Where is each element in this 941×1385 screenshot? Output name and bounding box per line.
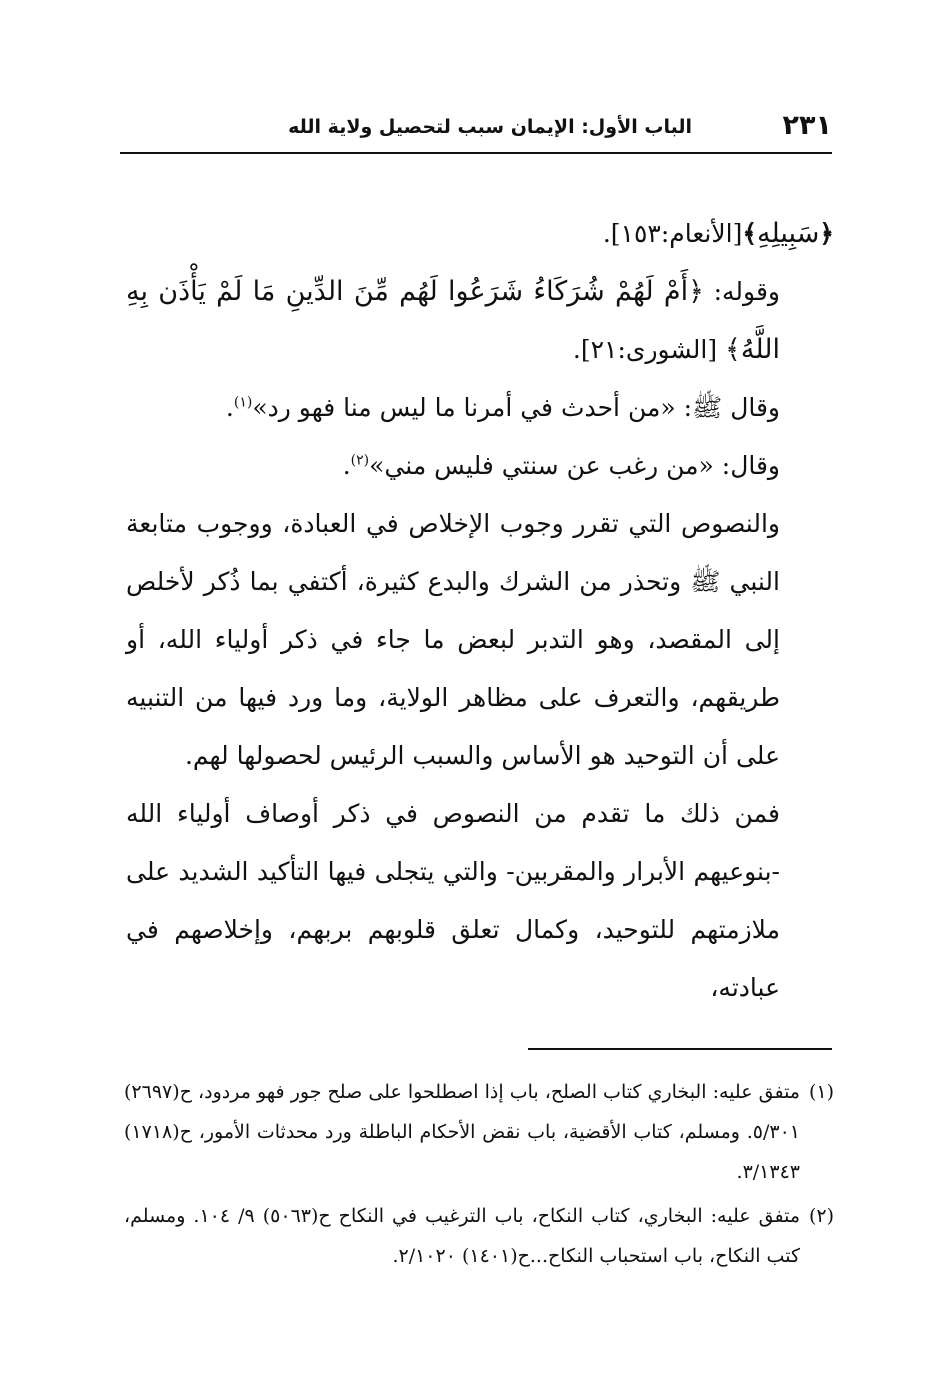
footnote-1 <box>124 1072 834 1192</box>
header-divider <box>120 152 832 154</box>
footnote-divider <box>528 1048 832 1050</box>
page-number: ٢٣١ <box>782 110 832 141</box>
footnotes <box>124 1072 834 1280</box>
footnote-text: متفق عليه: البخاري كتاب الصلح، باب إذا اصطلحوا على صلح جور فهو مردود، ح(٢٦٩٧) ٥/٣٠١. ومسلم، كتاب الأقضية، باب نقض الأحكام الباطلة ورد محدثات الأمور، ح(١٧١٨) ٣/١٣٤٣. <box>124 1081 800 1183</box>
quran-verse-end: سَبِيلِهِ <box>757 218 820 249</box>
verse-continuation: ﴿سَبِيلِهِ﴾[الأنعام:١٥٣]. <box>602 218 834 249</box>
paragraph-hadith-2: وقال: «من رغب عن سنتي فليس مني»$^{(٢)}$. <box>342 451 780 480</box>
quran-verse: ﴿أَمْ لَهُمْ شُرَكَاءُ شَرَعُوا لَهُم مِّنَ الدِّينِ مَا لَمْ يَأْذَن بِهِ اللَّهُ﴾ <box>126 276 780 365</box>
footnote-2 <box>124 1196 834 1276</box>
hadith-text: وقال: «من رغب عن سنتي فليس مني» <box>369 451 780 480</box>
surah-reference: [الشورى:٢١]. <box>572 335 718 364</box>
running-header <box>120 108 832 148</box>
paragraph-texts: والنصوص التي تقرر وجوب الإخلاص في العبادة، ووجوب متابعة النبي ﷺ وتحذر من الشرك والبدع كثيرة، أكتفي بما ذُكر لأخلص إلى المقصد، وهو التدبر لبعض ما جاء في ذكر أولياء الله، أو طريقهم، والتعرف على مظاهر الولاية، وما ورد فيها من التنبيه على أن التوحيد هو الأساس والسبب الرئيس لحصولها لهم. <box>126 509 780 770</box>
hadith-text: وقال ﷺ: «من أحدث في أمرنا ما ليس منا فهو رد» <box>252 393 780 422</box>
quote-intro: وقوله: <box>713 277 780 306</box>
footnote-text: متفق عليه: البخاري، كتاب النكاح، باب الترغيب في النكاح ح(٥٠٦٣) ٩/ ١٠٤. ومسلم، كتب النكاح، باب استحباب النكاح...ح(١٤٠١) ٢/١٠٢٠. <box>124 1205 800 1267</box>
footnote-mark: (١) <box>808 1081 834 1103</box>
chapter-title: الباب الأول: الإيمان سبب لتحصيل ولاية الله <box>288 116 692 138</box>
footnote-ref-1[interactable]: (١) <box>233 394 253 411</box>
paragraph-awliya: فمن ذلك ما تقدم من النصوص في ذكر أوصاف أولياء الله -بنوعيهم الأبرار والمقربين- والتي يتجلى فيها التأكيد الشديد على ملازمتهم للتوحيد، وكمال تعلق قلوبهم بربهم، وإخلاصهم في عبادته، <box>126 799 780 1002</box>
surah-reference: [الأنعام:١٥٣]. <box>602 219 743 248</box>
paragraph-hadith-1: وقال ﷺ: «من أحدث في أمرنا ما ليس منا فهو رد»$^{(١)}$. <box>225 393 780 422</box>
main-text <box>126 205 834 1017</box>
footnote-mark: (٢) <box>808 1205 834 1227</box>
footnote-ref-2[interactable]: (٢) <box>350 452 370 469</box>
paragraph-quran-shura <box>126 263 834 379</box>
